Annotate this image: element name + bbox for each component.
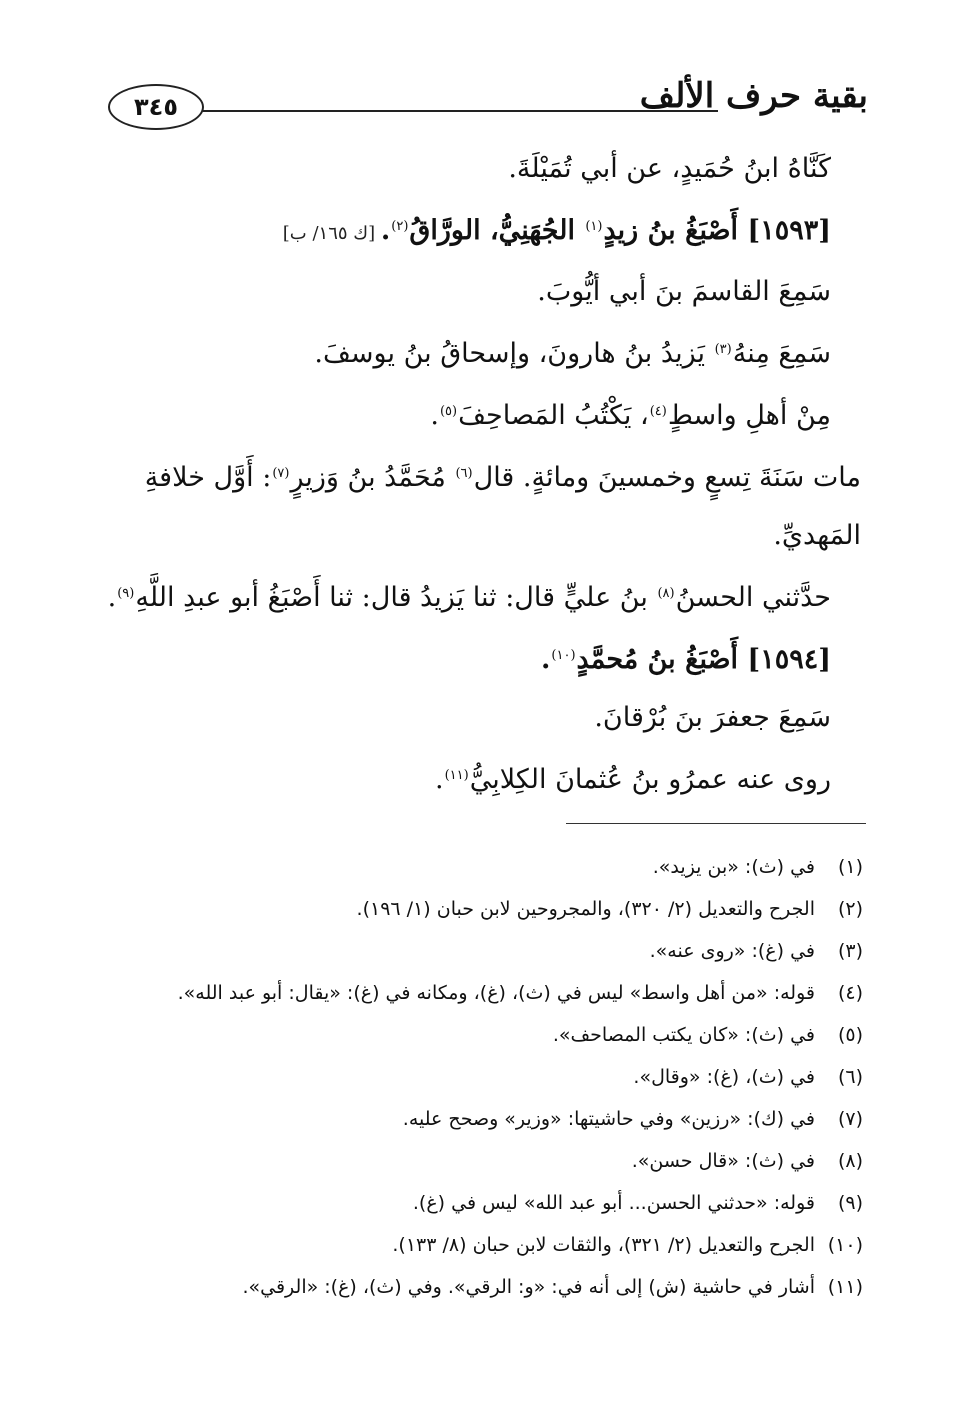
text-line: كَنَّاهُ ابنُ حُمَيدٍ، عن أبي تُمَيْلَةَ. — [508, 153, 831, 184]
text-line: مات سَنَةَ تِسعٍ وخمسينَ ومائةٍ. قال$^{(٦)}$ مُحَمَّدُ بنُ وَزيرٍ$^{(٧)}$: أَوَّل خلافةِ — [144, 462, 861, 493]
footnote-marker: (٦) — [455, 466, 473, 481]
text-line: المَهديِّ. — [773, 520, 861, 551]
text-line: روى عنه عمرُو بنُ عُثمانَ الكِلابِيُّ$^{(١١)}$. — [435, 764, 831, 795]
footnote: (١١) أشار في حاشية (ش) إلى أنه في: «و: الرقي». وفي (ث)، (غ): «الرقي». — [242, 1276, 863, 1298]
footnote: (٦) في (ث)، (غ): «وقال». — [633, 1066, 863, 1088]
main-text — [107, 140, 861, 809]
footnote-marker: (٥) — [439, 404, 458, 419]
footnote: (٣) في (غ): «روى عنه». — [649, 940, 863, 962]
footnote: (١) في (ث): «بن يزيد». — [652, 856, 863, 878]
text-line: مِنْ أهلِ واسطٍ$^{(٤)}$، يَكْتُبُ المَصاحِفَ$^{(٥)}$. — [430, 400, 831, 431]
entry-heading-1594: [١٥٩٤] أَصْبَغُ بنُ مُحمَّدٍ$^{(١٠)}$. — [541, 644, 831, 675]
footnote: (٧) في (ك): «رزين» وفي حاشيتها: «وزير» وصحح عليه. — [402, 1108, 863, 1130]
footnote-separator — [566, 823, 866, 824]
footnote-marker: (٣) — [714, 342, 732, 357]
footnote: (٤) قوله: «من أهل واسط» ليس في (ث)، (غ)، ومكانه في (غ): «يقال: أبو عبد الله». — [177, 982, 863, 1004]
footnote-marker: (٨) — [657, 586, 675, 601]
footnote-marker: (١٠) — [551, 648, 576, 663]
footnote-marker: (٢) — [391, 219, 409, 234]
footnotes — [103, 846, 863, 1308]
header-title: بقية حرف الألف — [639, 76, 868, 116]
page-number: ٣٤٥ — [134, 93, 178, 121]
footnote: (٥) في (ث): «كان يكتب المصاحف». — [552, 1024, 863, 1046]
footnote: (٨) في (ث): «قال حسن». — [631, 1150, 863, 1172]
text-line: سَمِعَ جعفرَ بنَ بُرْقانَ. — [594, 702, 831, 733]
footnote: (١٠) الجرح والتعديل (٢/ ٣٢١)، والثقات لابن حبان (٨/ ١٣٣). — [392, 1234, 863, 1256]
footnote: (٩) قوله: «حدثني الحسن... أبو عبد الله» ليس في (غ). — [412, 1192, 863, 1214]
footnote-marker: (٧) — [272, 466, 290, 481]
footnote-marker: (١١) — [444, 768, 469, 783]
running-header — [108, 72, 868, 132]
footnote-marker: (٩) — [117, 586, 135, 601]
manuscript-reference: [ك ١٦٥/ ب] — [282, 223, 381, 244]
text-line: سَمِعَ مِنهُ$^{(٣)}$ يَزيدُ بنُ هارونَ، وإسحاقُ بنُ يوسفَ. — [314, 338, 831, 369]
footnote-marker: (٤) — [649, 404, 667, 419]
text-line: سَمِعَ القاسمَ بنَ أبي أيُّوبَ. — [537, 276, 831, 307]
entry-heading-1593: [١٥٩٣] أَصْبَغُ بنُ زيدٍ$^{(١)}$ الجُهَنِيُّ، الورَّاقُ$^{(٢)}$. [ك ١٦٥/ ب] — [282, 215, 831, 246]
footnote-marker: (١) — [585, 219, 603, 234]
footnote: (٢) الجرح والتعديل (٢/ ٣٢٠)، والمجروحين لابن حبان (١/ ١٩٦). — [356, 898, 863, 920]
page-number-oval — [108, 84, 204, 130]
text-line: حدَّثني الحسنُ$^{(٨)}$ بنُ عليٍّ قال: ثنا يَزيدُ قال: ثنا أَصْبَغُ أبو عبدِ اللَّهِ$^{(٩)}$. — [107, 582, 831, 613]
